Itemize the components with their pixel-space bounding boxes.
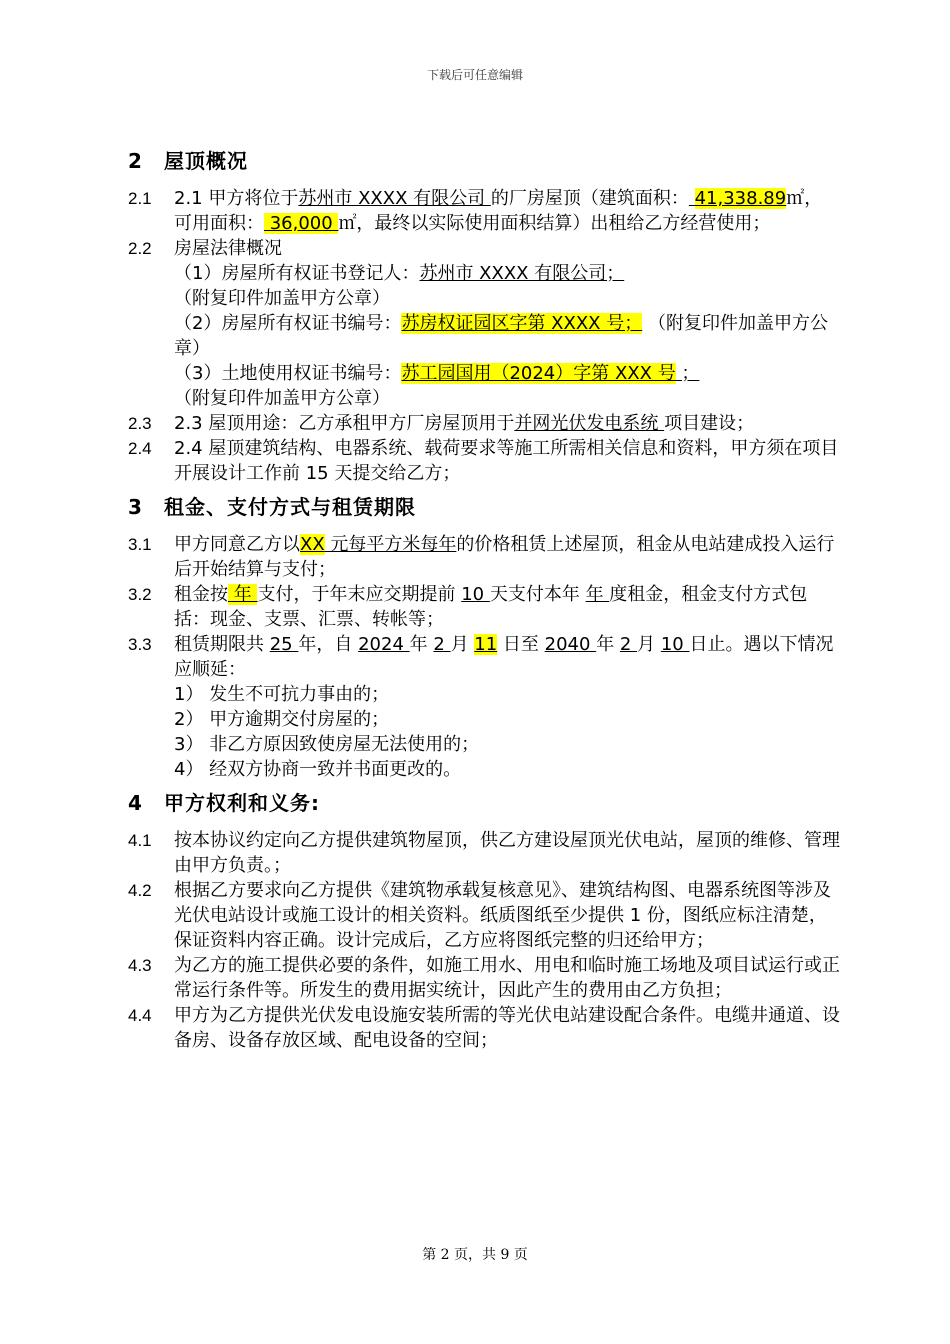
clause-4-2 — [128, 878, 840, 953]
clause-3-2 — [128, 582, 840, 632]
section-2-title — [128, 146, 840, 180]
text-run: 年，自 — [298, 634, 359, 655]
land-certificate-field: 苏工园国用（2024）字第 XXX 号 — [401, 363, 676, 384]
list-item: 4） 经双方协商一致并书面更改的。 — [174, 759, 462, 780]
text-run: 的厂房屋顶（建筑面积： — [490, 188, 689, 209]
document-body — [128, 146, 840, 1053]
year-field: 年 — [585, 584, 610, 605]
text-run: 甲方同意乙方以 — [174, 534, 300, 555]
clause-text: 根据乙方要求向乙方提供《建筑物承载复核意见》、建筑结构图、电器系统图等涉及光伏电站设计或施工设计的相关资料。纸质图纸至少提供 1 份，图纸应标注清楚，保证资料内容正确。设计完成后，乙方应将图纸完整的归还给甲方； — [174, 880, 831, 951]
list-item: 1） 发生不可抗力事由的； — [174, 684, 390, 705]
clause-number: 4.4 — [128, 1006, 152, 1025]
list-item: 3） 非乙方原因致使房屋无法使用的； — [174, 734, 480, 755]
lease-term-line — [174, 632, 840, 682]
text-run: 月 — [637, 634, 661, 655]
sub-item-3 — [174, 361, 840, 411]
clause-2-4 — [128, 436, 840, 486]
text-run: 日止。遇以下情况应顺延： — [174, 634, 834, 680]
section-3-title — [128, 492, 840, 526]
clause-text — [174, 236, 840, 411]
clause-4-1 — [128, 828, 840, 878]
payment-period-field: 年 — [228, 584, 258, 605]
text-run: （附复印件加盖甲方公章） — [174, 313, 828, 359]
text-run: 元每平方米每年 — [324, 534, 457, 555]
clause-text — [174, 186, 840, 236]
clause-text — [174, 632, 840, 782]
text-run: 2.3 屋顶用途：乙方承租甲方厂房屋顶用于 — [174, 413, 515, 434]
sub-item-2 — [174, 311, 840, 361]
clause-2-2 — [128, 236, 840, 411]
clause-number: 4.2 — [128, 881, 152, 900]
section-title-text: 屋顶概况 — [164, 149, 248, 173]
clause-3-1 — [128, 532, 840, 582]
text-run: 年 — [409, 634, 434, 655]
section-number: 4 — [128, 791, 143, 815]
section-4-title — [128, 788, 840, 822]
text-run: ㎡，可用面积： — [174, 188, 823, 234]
text-run: 租赁期限共 — [174, 634, 270, 655]
sub-item-1 — [174, 261, 840, 311]
text-run: 年 — [596, 634, 620, 655]
section-number: 3 — [128, 495, 143, 519]
text-run: 度租金，租金支付方式包括：现金、支票、汇票、转帐等； — [174, 584, 808, 630]
clause-text: 甲方为乙方提供光伏发电设施安装所需的等光伏电站建设配合条件。电缆井通道、设备房、设备存放区域、配电设备的空间； — [174, 1005, 840, 1051]
text-run: 天支付本年 — [489, 584, 586, 605]
text-run: 项目建设； — [664, 413, 755, 434]
text-run: 租金按 — [174, 584, 228, 605]
certificate-number-field: 苏房权证园区字第 XXXX 号； — [401, 313, 643, 334]
clause-text: 按本协议约定向乙方提供建筑物屋顶，供乙方建设屋顶光伏电站，屋顶的维修、管理由甲方负责。； — [174, 830, 840, 876]
clause-number: 2.1 — [128, 189, 152, 208]
clause-4-3 — [128, 953, 840, 1003]
clause-2-3 — [128, 411, 840, 436]
clause-text — [174, 582, 840, 632]
clause-text: 2.4 屋顶建筑结构、电器系统、载荷要求等施工所需相关信息和资料，甲方须在项目开展设计工作前 15 天提交给乙方； — [174, 438, 839, 484]
text-run: ㎡，最终以实际使用面积结算）出租给乙方经营使用； — [338, 213, 771, 234]
clause-3-3 — [128, 632, 840, 782]
page-footer: 第 2 页，共 9 页 — [422, 1247, 528, 1263]
clause-number: 2.2 — [128, 239, 152, 258]
clause-4-4 — [128, 1003, 840, 1053]
section-number: 2 — [128, 149, 143, 173]
end-year-field: 2040 — [544, 634, 597, 655]
building-area-field: 41,338.89 — [694, 188, 787, 209]
owner-field: 苏州市 XXXX 有限公司； — [419, 263, 625, 284]
text-run: （2）房屋所有权证书编号： — [174, 313, 402, 334]
clause-number: 4.1 — [128, 831, 152, 850]
clause-text — [174, 411, 840, 436]
text-run: 月 — [450, 634, 475, 655]
text-run: 支付，于年末应交期提前 — [257, 584, 462, 605]
text-run: （附复印件加盖甲方公章） — [174, 288, 390, 309]
clause-number: 3.1 — [128, 535, 152, 554]
clause-heading: 房屋法律概况 — [174, 238, 282, 259]
clause-text — [174, 532, 840, 582]
text-run: （1）房屋所有权证书登记人： — [174, 263, 420, 284]
clause-text: 为乙方的施工提供必要的条件，如施工用水、用电和临时施工场地及项目试运行或正常运行条件等。所发生的费用据实统计，因此产生的费用由乙方负担； — [174, 955, 840, 1001]
usage-field: 并网光伏发电系统 — [514, 413, 665, 434]
text-run: 日至 — [497, 634, 545, 655]
start-year-field: 2024 — [358, 634, 410, 655]
lease-years-field: 25 — [269, 634, 299, 655]
start-month-field: 2 — [433, 634, 451, 655]
clause-number: 4.3 — [128, 956, 152, 975]
list-item: 2） 甲方逾期交付房屋的； — [174, 709, 390, 730]
clause-number: 2.3 — [128, 414, 152, 433]
clause-2-1 — [128, 186, 840, 236]
text-run: 的价格租赁上述屋顶，租金从电站建成投入运行后开始结算与支付； — [174, 534, 835, 580]
end-day-field: 10 — [660, 634, 690, 655]
clause-number: 3.2 — [128, 585, 152, 604]
text-run — [689, 188, 695, 209]
text-run: （3）土地使用权证书编号： — [174, 363, 402, 384]
usable-area-field: 36,000 — [264, 213, 339, 234]
section-title-text: 甲方权利和义务: — [164, 791, 320, 815]
company-name-field: 苏州市 XXXX 有限公司 — [298, 188, 491, 209]
text-run: （附复印件加盖甲方公章） — [174, 388, 390, 409]
text-run: ； — [675, 363, 700, 384]
end-month-field: 2 — [619, 634, 638, 655]
page-header: 下载后可任意编辑 — [426, 68, 523, 82]
rent-price-field: XX — [300, 534, 325, 555]
section-title-text: 租金、支付方式与租赁期限 — [164, 495, 416, 519]
clause-number: 3.3 — [128, 635, 152, 654]
start-day-field: 11 — [474, 634, 498, 655]
clause-number: 2.4 — [128, 439, 152, 458]
days-field: 10 — [461, 584, 490, 605]
text-run: 2.1 甲方将位于 — [174, 188, 299, 209]
